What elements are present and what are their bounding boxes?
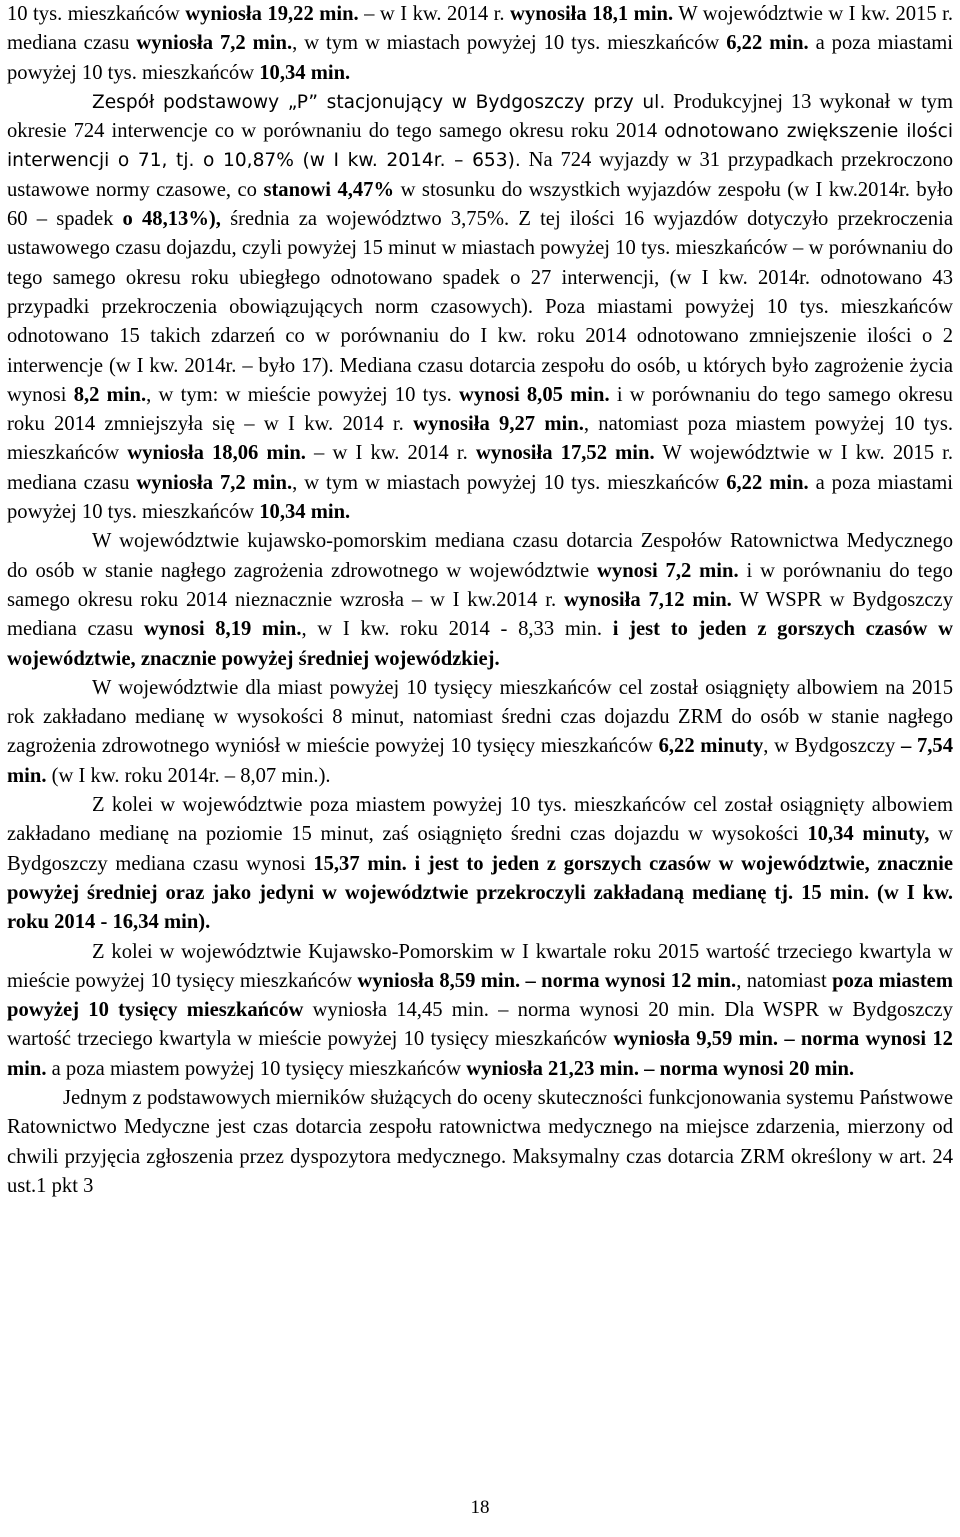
text-run: – w I kw. 2014 r. [358,3,511,25]
text-run: odnotowano zwiększenie ilości interwencji o 71, tj. o 10,87% (w I kw. 2014r. – 653). [7,121,954,172]
paragraph [7,88,953,527]
bold-text-run: wynosi 8,19 min. [143,618,302,641]
bold-text-run: wyniosła 8,59 min. – norma wynosi 12 min. [357,969,737,992]
bold-text-run: 10,34 min. [259,61,351,84]
bold-text-run: wynosi 7,2 min. [597,559,739,582]
text-run: Z kolei w województwie poza miastem powyżej 10 tys. mieszkańców cel został osiągnięty albowiem zakładano medianę na poziomie 15 minut, zaś osiągnięto średni czas dojazdu w wysokości [7,794,953,846]
text-run: W województwie kujawsko-pomorskim mediana czasu dotarcia Zespołów Ratownictwa Medycznego do osób w stanie nagłego zagrożenia zdrowotnego w województwie [7,530,953,582]
text-run: , natomiast [736,969,833,992]
bold-text-run: 8,2 min. [73,383,147,406]
bold-text-run: 6,22 min. [726,471,809,494]
text-run: , w tym: w mieście powyżej 10 tys. [146,383,460,406]
bold-text-run: poza miastem powyżej 10 tysięcy mieszkańców [7,969,953,1022]
bold-text-run: wyniosła 9,59 min. – norma wynosi 12 min. [7,1028,953,1080]
bold-text-run: 10,34 minuty, [807,823,930,846]
paragraph [7,674,953,791]
bold-text-run: 10,34 min. [259,501,351,524]
text-run: a poza miastami powyżej 10 tys. mieszkańców [7,32,953,84]
bold-text-run: 6,22 minuty [658,735,764,758]
bold-text-run: wynosiła 9,27 min. [413,413,584,436]
bold-text-run: wynosiła 18,1 min. [510,3,674,25]
paragraph [7,0,953,88]
text-run: Z kolei w województwie Kujawsko-Pomorskim w I kwartale roku 2015 wartość trzeciego kwartyla w mieście powyżej 10 tysięcy mieszkańców [7,940,953,992]
bold-text-run: – 7,54 min. [7,735,954,787]
text-run: (w I kw. roku 2014r. – 8,07 min.). [46,764,331,787]
bold-text-run: wyniosła 7,2 min. [136,471,293,494]
text-run: , w tym w miastach powyżej 10 tys. mieszkańców [292,471,727,494]
text-run: a poza miastem powyżej 10 tysięcy mieszkańców [46,1057,467,1080]
bold-text-run: o 48,13%), [122,208,221,231]
bold-text-run: wynosiła 17,52 min. [475,442,655,465]
bold-text-run: wyniosła 7,2 min. [136,32,293,55]
paragraph [7,527,953,673]
text-run: a poza miastami powyżej 10 tys. mieszkańców [7,471,953,524]
bold-text-run: wynosi 8,05 min. [459,383,610,406]
text-run: – w I kw. 2014 r. [305,442,476,465]
bold-text-run: 6,22 min. [726,32,809,55]
bold-text-run: stanowi 4,47% [263,178,395,201]
page-number: 18 [470,1497,490,1518]
text-run: , w I kw. roku 2014 - 8,33 min. [301,618,613,641]
text-run: Na 724 wyjazdy w 31 przypadkach przekroczono ustawowe normy czasowe, co [7,149,954,201]
text-run: , natomiast poza miastem powyżej 10 tys. mieszkańców [7,413,953,465]
text-run: w Bydgoszczy mediana czasu wynosi [7,823,953,875]
text-run: w stosunku do wszystkich wyjazdów zespołu (w I kw.2014r. było 60 – spadek [7,178,954,231]
text-run: , w tym w miastach powyżej 10 tys. mieszkańców [292,32,727,55]
text-run: i w porównaniu do tego samego okresu roku 2014 nieznacznie wzrosła – w I kw.2014 r. [7,559,953,611]
text-run: Produkcyjnej 13 wykonał w tym okresie 724 interwencje co w porównaniu do tego samego okresu roku 2014 [7,90,953,143]
bold-text-run: wyniosła 18,06 min. [127,442,306,465]
text-run: 10 tys. mieszkańców [7,3,186,25]
paragraph [7,791,953,937]
text-run: wyniosła 14,45 min. – norma wynosi 20 min. Dla WSPR w Bydgoszczy wartość trzeciego kwartyla w mieście powyżej 10 tysięcy mieszkańców [7,999,953,1051]
bold-text-run: 15,37 min. [313,852,407,875]
text-run: W WSPR w Bydgoszczy mediana czasu [7,588,953,641]
text-run: W województwie dla miast powyżej 10 tysięcy mieszkańców cel został osiągnięty albowiem na 2015 rok zakładano medianę w wysokości 8 minut, natomiast średni czas dojazdu ZRM do osób w stanie nagłego zagrożenia zdrowotnego wyniósł w mieście powyżej 10 tysięcy mieszkańców [7,676,953,758]
paragraph [7,1084,953,1201]
bold-text-run: i jest to jeden z gorszych czasów w województwie, znacznie powyżej średniej wojewódzkiej. [7,618,953,670]
text-run: , w Bydgoszczy [763,735,901,758]
text-run: średnia za województwo 3,75%. Z tej ilości 16 wyjazdów dotyczyło przekroczenia ustawowego czasu dojazdu, czyli powyżej 15 minut w miastach powyżej 10 tys. mieszkańców – w porównaniu do tego samego okresu roku ubiegłego odnotowano spadek o 27 interwencji, (w I kw. 2014r. odnotowano 43 przypadki przekroczenia obowiązujących norm czasowych). Poza miastami powyżej 10 tys. mieszkańców odnotowano 15 takich zdarzeń co w porównaniu do I kw. roku 2014 odnotowano zmniejszenie ilości o 2 interwencje (w I kw. 2014r. – było 17). Mediana czasu dotarcia zespołu do osób, u których było zagrożenie życia wynosi [7,208,953,406]
bold-text-run: wyniosła 19,22 min. [185,3,359,25]
text-run: W województwie w I kw. 2015 r. mediana czasu [7,3,953,55]
document-body [7,0,953,1201]
text-run: W województwie w I kw. 2015 r. mediana czasu [7,442,953,494]
text-run: Zespół podstawowy „P” stacjonujący w Bydgoszczy przy ul. [92,91,666,113]
text-run: i w porównaniu do tego samego okresu roku 2014 zmniejszyła się – w I kw. 2014 r. [7,383,953,436]
bold-text-run: wynosiła 7,12 min. [563,588,732,611]
bold-text-run: wyniosła 21,23 min. – norma wynosi 20 min. [466,1057,855,1080]
text-run: Jednym z podstawowych mierników służących do oceny skuteczności funkcjonowania systemu Państwowe Ratownictwo Medyczne jest czas dotarcia zespołu ratownictwa medycznego na miejsce zdarzenia, mierzony od chwili przyjęcia zgłoszenia przez dyspozytora medycznego. Maksymalny czas dotarcia ZRM określony w art. 24 ust.1 pkt 3 [7,1086,953,1197]
bold-text-run: i jest to jeden z gorszych czasów w województwie, znacznie powyżej średniej oraz jako jedyni w województwie przekroczyli zakładaną medianę tj. 15 min. (w I kw. roku 2014 - 16,34 min). [7,852,953,934]
paragraph [7,938,953,1084]
